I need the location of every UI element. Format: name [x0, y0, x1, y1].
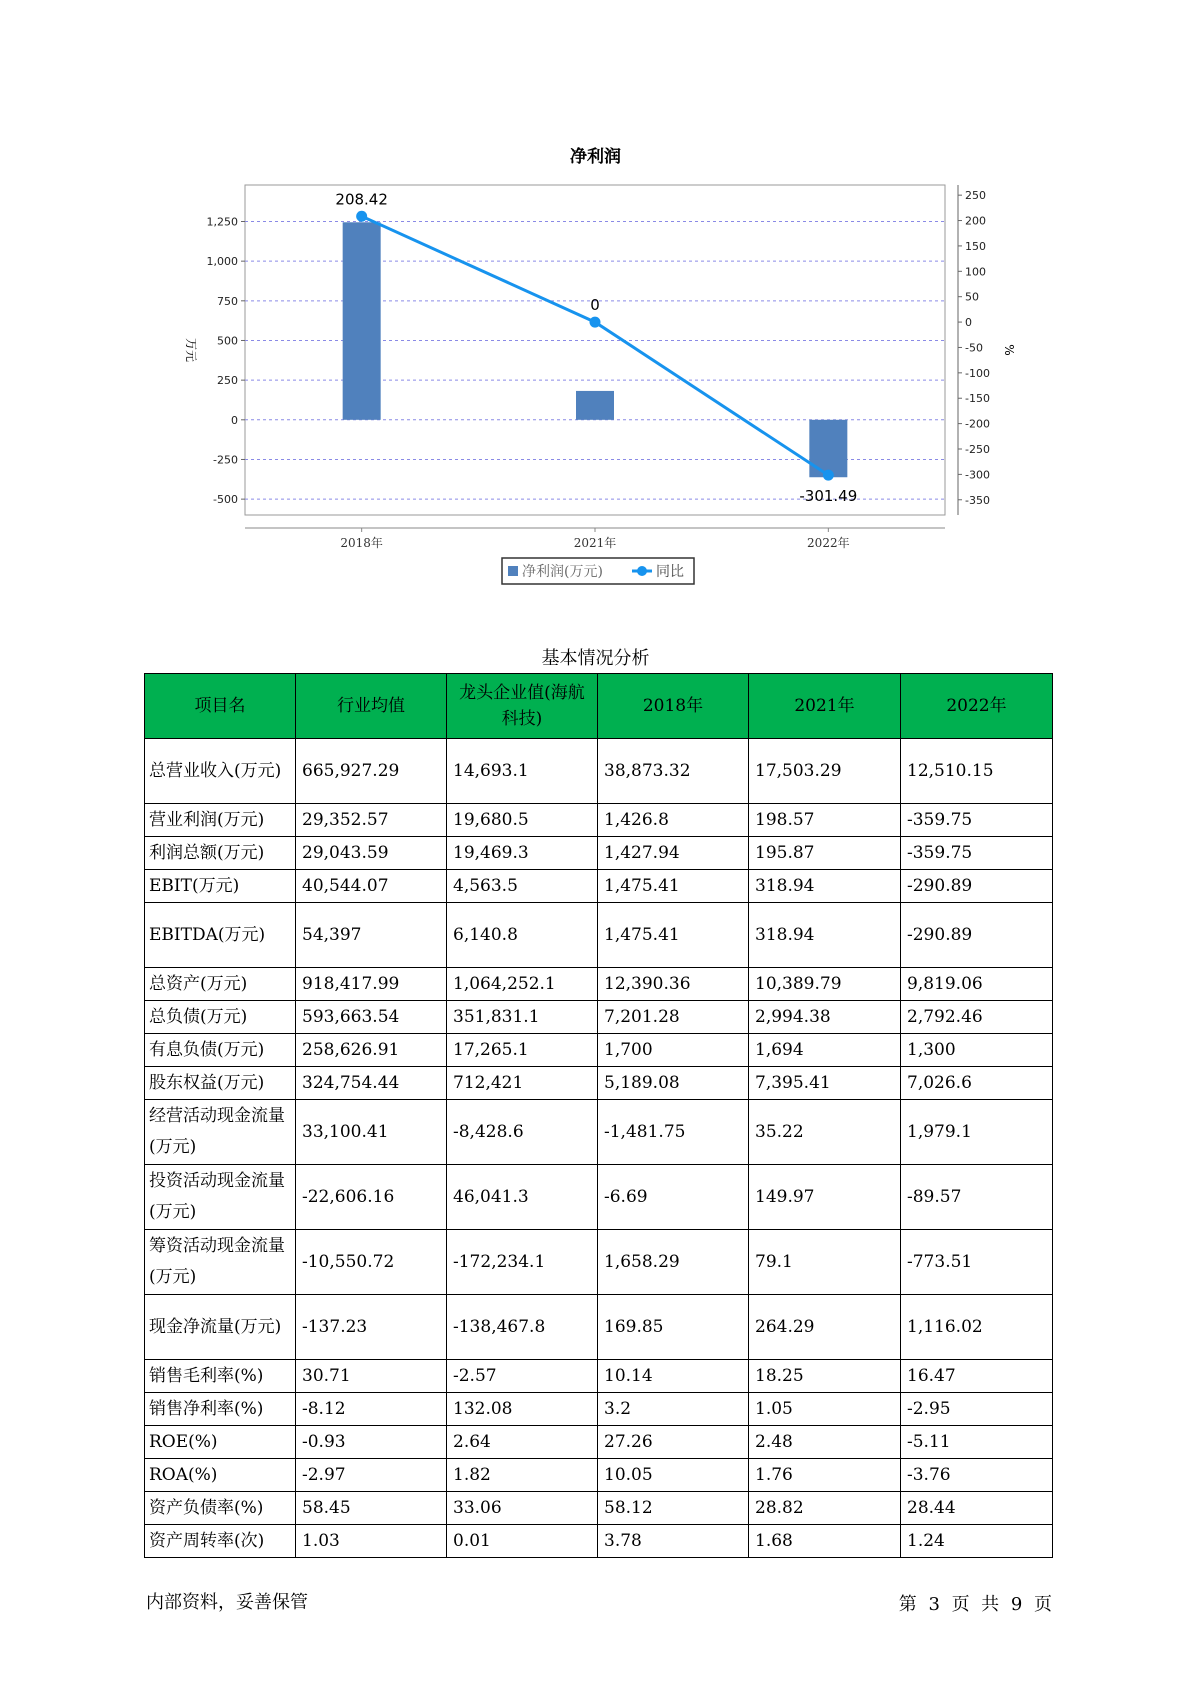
value-cell: 2,792.46 — [901, 1001, 1053, 1034]
y-tick-label: 250 — [217, 374, 238, 388]
page-mid: 页 共 — [951, 1594, 1000, 1615]
value-cell: -137.23 — [296, 1295, 447, 1360]
value-cell: -138,467.8 — [447, 1295, 598, 1360]
table-row — [145, 903, 1053, 968]
value-cell: 29,352.57 — [296, 804, 447, 837]
value-cell: -359.75 — [901, 804, 1053, 837]
value-cell: 7,201.28 — [598, 1001, 749, 1034]
value-cell: -10,550.72 — [296, 1230, 447, 1295]
value-cell: 29,043.59 — [296, 837, 447, 870]
y2-tick-label: 0 — [965, 316, 972, 330]
y2-tick-label: 150 — [965, 239, 986, 253]
row-label-cell: 筹资活动现金流量(万元) — [145, 1230, 296, 1295]
net-profit-chart — [0, 0, 1191, 600]
value-cell: 33.06 — [447, 1492, 598, 1525]
y2-tick-label: -350 — [965, 493, 990, 507]
value-cell: -0.93 — [296, 1426, 447, 1459]
row-label-cell: 资产周转率(次) — [145, 1525, 296, 1558]
value-cell: 1,475.41 — [598, 870, 749, 903]
value-cell: 28.44 — [901, 1492, 1053, 1525]
value-cell: 19,469.3 — [447, 837, 598, 870]
value-cell: 318.94 — [749, 870, 901, 903]
x-tick-label: 2022年 — [807, 536, 850, 550]
value-cell: 40,544.07 — [296, 870, 447, 903]
value-cell: 169.85 — [598, 1295, 749, 1360]
value-cell: 17,503.29 — [749, 739, 901, 804]
value-cell: -773.51 — [901, 1230, 1053, 1295]
legend-label-net-profit: 净利润(万元) — [522, 564, 603, 580]
row-label-cell: EBIT(万元) — [145, 870, 296, 903]
chart-title: 净利润 — [570, 147, 621, 167]
value-cell: 33,100.41 — [296, 1100, 447, 1165]
row-label-cell: 资产负债率(%) — [145, 1492, 296, 1525]
table-row — [145, 1034, 1053, 1067]
column-header: 2021年 — [749, 674, 901, 739]
value-cell: 1.68 — [749, 1525, 901, 1558]
value-cell: 27.26 — [598, 1426, 749, 1459]
column-header: 2022年 — [901, 674, 1053, 739]
point-yoy — [823, 470, 834, 481]
value-cell: 3.2 — [598, 1393, 749, 1426]
value-cell: 79.1 — [749, 1230, 901, 1295]
column-header: 项目名 — [145, 674, 296, 739]
basic-analysis-table — [144, 673, 1053, 1558]
row-label-cell: 销售毛利率(%) — [145, 1360, 296, 1393]
y-axis-label: 万元 — [184, 337, 198, 363]
table-header-row — [145, 674, 1053, 739]
row-label-cell: 股东权益(万元) — [145, 1067, 296, 1100]
value-cell: 18.25 — [749, 1360, 901, 1393]
value-cell: 38,873.32 — [598, 739, 749, 804]
value-cell: 351,831.1 — [447, 1001, 598, 1034]
value-cell: 1,475.41 — [598, 903, 749, 968]
value-cell: 12,510.15 — [901, 739, 1053, 804]
value-cell: -22,606.16 — [296, 1165, 447, 1230]
y-tick-label: 1,250 — [206, 215, 238, 229]
value-cell: -8,428.6 — [447, 1100, 598, 1165]
value-cell: 2.64 — [447, 1426, 598, 1459]
table-row — [145, 1295, 1053, 1360]
value-cell: -290.89 — [901, 903, 1053, 968]
value-cell: 17,265.1 — [447, 1034, 598, 1067]
table-row — [145, 1067, 1053, 1100]
row-label-cell: 总资产(万元) — [145, 968, 296, 1001]
value-cell: 258,626.91 — [296, 1034, 447, 1067]
legend-swatch-yoy-point — [637, 566, 647, 576]
row-label-cell: 经营活动现金流量(万元) — [145, 1100, 296, 1165]
page-prefix: 第 — [898, 1594, 917, 1615]
value-cell: 0.01 — [447, 1525, 598, 1558]
row-label-cell: 总负债(万元) — [145, 1001, 296, 1034]
y2-tick-label: -200 — [965, 417, 990, 431]
table-row — [145, 1230, 1053, 1295]
column-header: 龙头企业值(海航科技) — [447, 674, 598, 739]
y2-tick-label: -100 — [965, 366, 990, 380]
y2-tick-label: 50 — [965, 290, 979, 304]
table-row — [145, 739, 1053, 804]
table-row — [145, 1393, 1053, 1426]
value-cell: 324,754.44 — [296, 1067, 447, 1100]
value-cell: -1,481.75 — [598, 1100, 749, 1165]
y-tick-label: -250 — [213, 453, 238, 467]
value-cell: -6.69 — [598, 1165, 749, 1230]
value-cell: 1,658.29 — [598, 1230, 749, 1295]
value-cell: 46,041.3 — [447, 1165, 598, 1230]
data-label-yoy: -301.49 — [799, 487, 858, 506]
page-total: 9 — [1010, 1594, 1023, 1615]
value-cell: 10,389.79 — [749, 968, 901, 1001]
value-cell: 1.05 — [749, 1393, 901, 1426]
value-cell: 2,994.38 — [749, 1001, 901, 1034]
value-cell: 10.14 — [598, 1360, 749, 1393]
value-cell: 54,397 — [296, 903, 447, 968]
value-cell: 1,300 — [901, 1034, 1053, 1067]
y2-tick-label: 200 — [965, 214, 986, 228]
value-cell: 19,680.5 — [447, 804, 598, 837]
value-cell: 1,694 — [749, 1034, 901, 1067]
column-header: 行业均值 — [296, 674, 447, 739]
y-tick-label: 0 — [231, 413, 238, 427]
row-label-cell: ROA(%) — [145, 1459, 296, 1492]
y-tick-label: -500 — [213, 493, 238, 507]
value-cell: 2.48 — [749, 1426, 901, 1459]
value-cell: 12,390.36 — [598, 968, 749, 1001]
value-cell: 198.57 — [749, 804, 901, 837]
footer-confidential-note: 内部资料，妥善保管 — [146, 1592, 308, 1613]
value-cell: 28.82 — [749, 1492, 901, 1525]
value-cell: 10.05 — [598, 1459, 749, 1492]
value-cell: 58.12 — [598, 1492, 749, 1525]
table-row — [145, 804, 1053, 837]
bar-net-profit — [343, 222, 381, 420]
y-tick-label: 500 — [217, 334, 238, 348]
value-cell: -5.11 — [901, 1426, 1053, 1459]
value-cell: 5,189.08 — [598, 1067, 749, 1100]
table-row — [145, 837, 1053, 870]
value-cell: -3.76 — [901, 1459, 1053, 1492]
value-cell: -359.75 — [901, 837, 1053, 870]
value-cell: -2.97 — [296, 1459, 447, 1492]
value-cell: 1.03 — [296, 1525, 447, 1558]
bar-net-profit — [809, 420, 847, 477]
value-cell: 16.47 — [901, 1360, 1053, 1393]
footer-page-number — [899, 1590, 1052, 1616]
data-label-yoy: 208.42 — [335, 190, 388, 209]
table-row — [145, 870, 1053, 903]
table-row — [145, 1165, 1053, 1230]
legend-swatch-net-profit — [508, 566, 518, 576]
value-cell: 7,026.6 — [901, 1067, 1053, 1100]
value-cell: 195.87 — [749, 837, 901, 870]
row-label-cell: ROE(%) — [145, 1426, 296, 1459]
point-yoy — [356, 211, 367, 222]
table-row — [145, 1001, 1053, 1034]
column-header: 2018年 — [598, 674, 749, 739]
table-row — [145, 1100, 1053, 1165]
value-cell: -172,234.1 — [447, 1230, 598, 1295]
legend-label-yoy: 同比 — [656, 564, 684, 580]
table-row — [145, 1459, 1053, 1492]
point-yoy — [590, 317, 601, 328]
value-cell: 3.78 — [598, 1525, 749, 1558]
row-label-cell: 利润总额(万元) — [145, 837, 296, 870]
value-cell: -2.95 — [901, 1393, 1053, 1426]
value-cell: 30.71 — [296, 1360, 447, 1393]
value-cell: 1.82 — [447, 1459, 598, 1492]
value-cell: 318.94 — [749, 903, 901, 968]
value-cell: 1.76 — [749, 1459, 901, 1492]
value-cell: -89.57 — [901, 1165, 1053, 1230]
x-tick-label: 2021年 — [573, 536, 617, 550]
value-cell: 1,427.94 — [598, 837, 749, 870]
value-cell: 7,395.41 — [749, 1067, 901, 1100]
value-cell: 149.97 — [749, 1165, 901, 1230]
row-label-cell: 投资活动现金流量(万元) — [145, 1165, 296, 1230]
row-label-cell: EBITDA(万元) — [145, 903, 296, 968]
row-label-cell: 现金净流量(万元) — [145, 1295, 296, 1360]
value-cell: 132.08 — [447, 1393, 598, 1426]
y2-tick-label: -250 — [965, 443, 990, 456]
table-row — [145, 1426, 1053, 1459]
value-cell: 1,700 — [598, 1034, 749, 1067]
value-cell: 6,140.8 — [447, 903, 598, 968]
value-cell: 4,563.5 — [447, 870, 598, 903]
value-cell: 9,819.06 — [901, 968, 1053, 1001]
value-cell: 1,979.1 — [901, 1100, 1053, 1165]
value-cell: 1.24 — [901, 1525, 1053, 1558]
y2-axis-label: % — [1002, 344, 1016, 356]
value-cell: 1,116.02 — [901, 1295, 1053, 1360]
table-row — [145, 1360, 1053, 1393]
y-tick-label: 750 — [217, 294, 238, 308]
value-cell: 35.22 — [749, 1100, 901, 1165]
bar-net-profit — [576, 391, 614, 420]
row-label-cell: 有息负债(万元) — [145, 1034, 296, 1067]
row-label-cell: 营业利润(万元) — [145, 804, 296, 837]
table-row — [145, 1525, 1053, 1558]
value-cell: 712,421 — [447, 1067, 598, 1100]
y2-tick-label: 250 — [965, 189, 986, 203]
data-label-yoy: 0 — [590, 296, 600, 315]
page-suffix: 页 — [1034, 1594, 1052, 1615]
table-caption: 基本情况分析 — [541, 648, 650, 669]
value-cell: -2.57 — [447, 1360, 598, 1393]
row-label-cell: 销售净利率(%) — [145, 1393, 296, 1426]
y2-tick-label: -150 — [965, 392, 990, 406]
table-row — [145, 1492, 1053, 1525]
value-cell: 1,426.8 — [598, 804, 749, 837]
value-cell: 593,663.54 — [296, 1001, 447, 1034]
value-cell: -8.12 — [296, 1393, 447, 1426]
y2-tick-label: -50 — [965, 341, 983, 355]
value-cell: 264.29 — [749, 1295, 901, 1360]
x-tick-label: 2018年 — [340, 536, 383, 550]
y2-tick-label: -300 — [965, 468, 990, 482]
y2-tick-label: 100 — [965, 265, 986, 279]
value-cell: 14,693.1 — [447, 739, 598, 804]
table-row — [145, 968, 1053, 1001]
value-cell: 665,927.29 — [296, 739, 447, 804]
y-tick-label: 1,000 — [206, 255, 238, 269]
value-cell: 918,417.99 — [296, 968, 447, 1001]
row-label-cell: 总营业收入(万元) — [145, 739, 296, 804]
value-cell: 1,064,252.1 — [447, 968, 598, 1001]
page-current: 3 — [928, 1594, 940, 1615]
value-cell: -290.89 — [901, 870, 1053, 903]
value-cell: 58.45 — [296, 1492, 447, 1525]
